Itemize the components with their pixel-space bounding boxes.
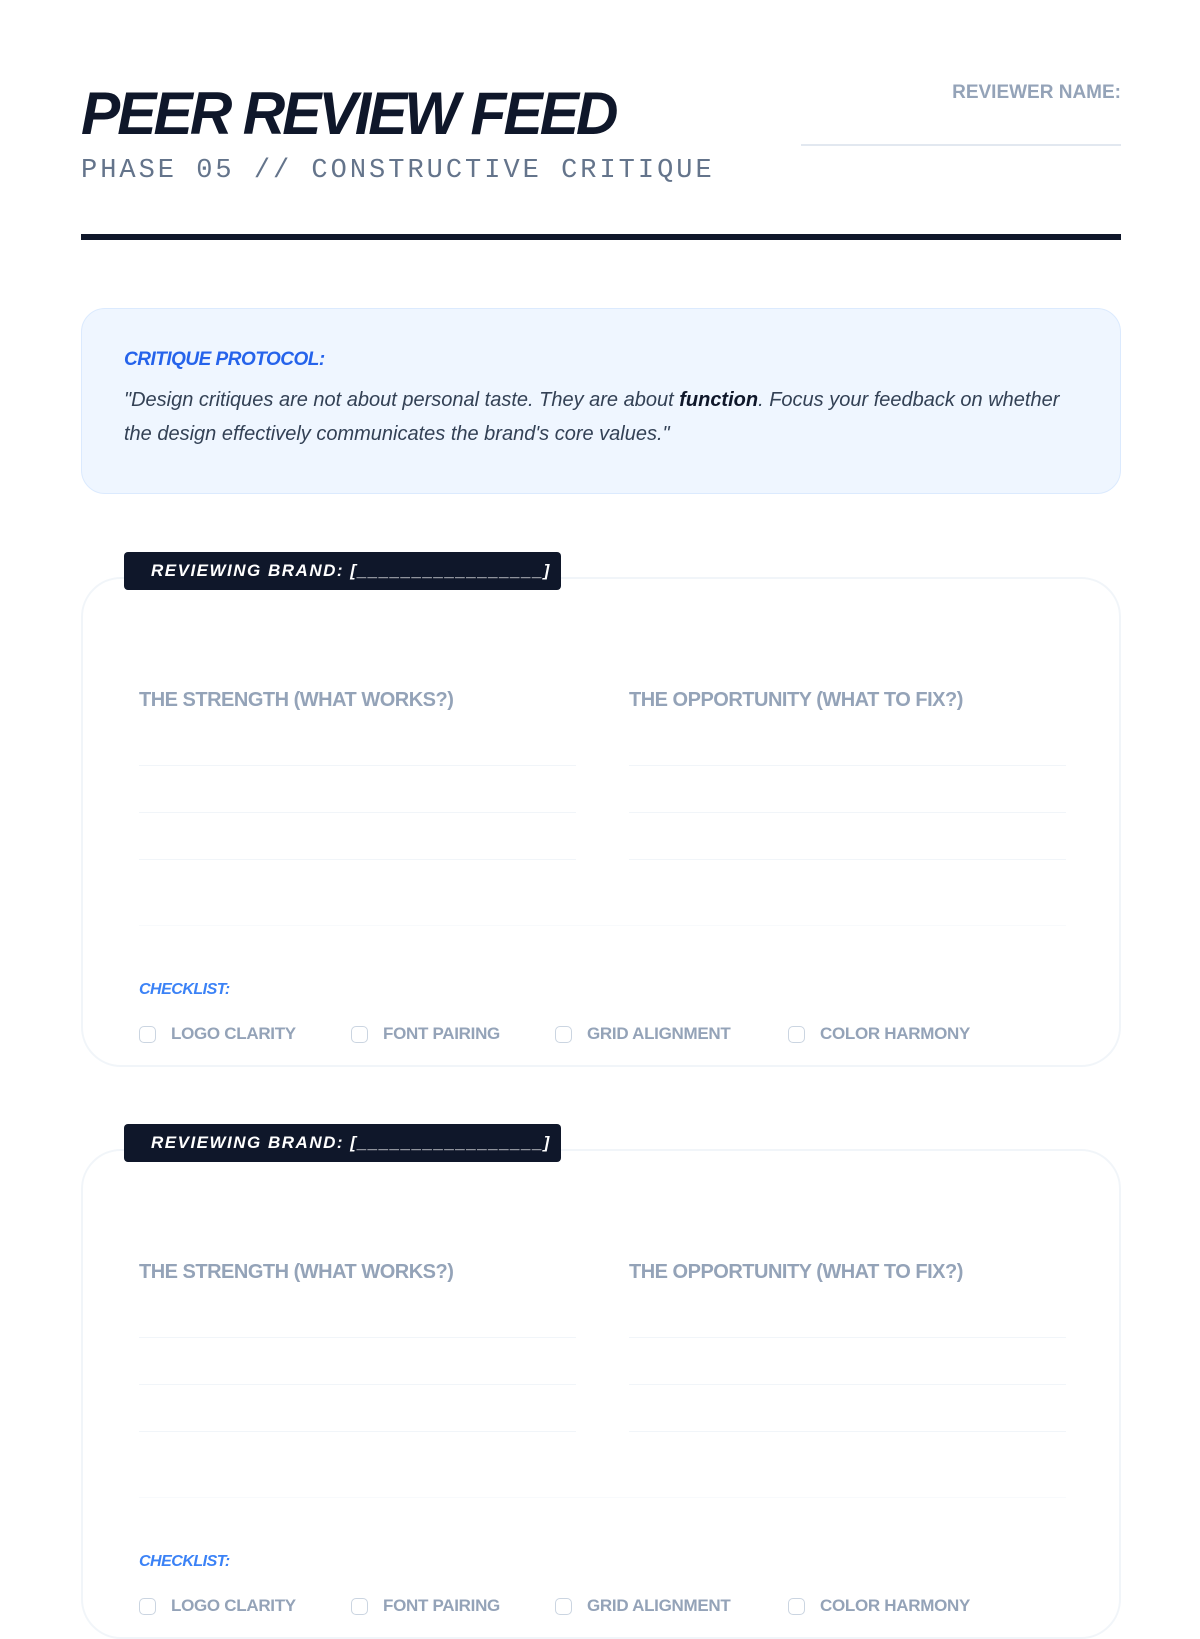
protocol-text-emphasis: function	[679, 389, 759, 411]
opportunity-write-line[interactable]	[629, 1384, 1066, 1385]
checklist-item-label: FONT PAIRING	[383, 1024, 500, 1043]
section-divider	[139, 1497, 1066, 1498]
page-subtitle: PHASE 05 // CONSTRUCTIVE CRITIQUE	[81, 156, 715, 186]
protocol-text-end: . Focus your feedback on whether the design effectively communicates the brand's core values."	[124, 389, 1060, 445]
checklist-item-color-harmony[interactable]	[788, 1595, 970, 1617]
strength-write-line[interactable]	[139, 1337, 576, 1338]
strength-write-line[interactable]	[139, 812, 576, 813]
opportunity-write-line[interactable]	[629, 765, 1066, 766]
checklist-item-logo-clarity[interactable]	[139, 1595, 296, 1617]
checkbox[interactable]	[351, 1026, 368, 1043]
checklist-label: CHECKLIST:	[139, 1553, 230, 1570]
checkbox[interactable]	[788, 1026, 805, 1043]
checklist-item-label: GRID ALIGNMENT	[587, 1024, 731, 1043]
header-divider	[81, 234, 1121, 240]
checkbox[interactable]	[555, 1026, 572, 1043]
review-card-body	[81, 577, 1121, 1067]
opportunity-heading: THE OPPORTUNITY (WHAT TO FIX?)	[629, 689, 963, 711]
reviewer-name-line[interactable]	[801, 144, 1121, 146]
opportunity-column	[629, 1261, 1066, 1295]
checkbox[interactable]	[139, 1598, 156, 1615]
checklist-item-label: GRID ALIGNMENT	[587, 1596, 731, 1615]
strength-heading: THE STRENGTH (WHAT WORKS?)	[139, 689, 454, 711]
strength-write-line[interactable]	[139, 765, 576, 766]
checklist-item-font-pairing[interactable]	[351, 1023, 500, 1045]
checklist-item-grid-alignment[interactable]	[555, 1023, 730, 1045]
reviewer-name-field[interactable]	[801, 82, 1121, 146]
checklist-item-grid-alignment[interactable]	[555, 1595, 730, 1617]
checklist-item-font-pairing[interactable]	[351, 1595, 500, 1617]
checklist-item-label: COLOR HARMONY	[820, 1596, 971, 1615]
checklist-item-label: FONT PAIRING	[383, 1596, 500, 1615]
critique-protocol-box	[81, 308, 1121, 494]
strength-heading: THE STRENGTH (WHAT WORKS?)	[139, 1261, 454, 1283]
opportunity-write-line[interactable]	[629, 812, 1066, 813]
checklist-item-color-harmony[interactable]	[788, 1023, 970, 1045]
checklist-item-label: LOGO CLARITY	[171, 1024, 296, 1043]
strength-write-line[interactable]	[139, 1431, 576, 1432]
reviewing-brand-tag[interactable]: REVIEWING BRAND: [_________________]	[124, 552, 561, 590]
protocol-label: CRITIQUE PROTOCOL:	[124, 349, 325, 370]
reviewer-name-label: REVIEWER NAME:	[952, 82, 1121, 103]
reviewing-brand-tag[interactable]: REVIEWING BRAND: [_________________]	[124, 1124, 561, 1162]
checkbox[interactable]	[555, 1598, 572, 1615]
checklist-item-label: LOGO CLARITY	[171, 1596, 296, 1615]
opportunity-write-line[interactable]	[629, 1337, 1066, 1338]
checkbox[interactable]	[139, 1026, 156, 1043]
page-title: PEER REVIEW FEED	[81, 80, 616, 147]
opportunity-column	[629, 689, 1066, 723]
checklist-item-logo-clarity[interactable]	[139, 1023, 296, 1045]
review-card-body	[81, 1149, 1121, 1639]
protocol-text-start: "Design critiques are not about personal taste. They are about	[124, 389, 680, 411]
protocol-text	[124, 383, 1078, 451]
checkbox[interactable]	[788, 1598, 805, 1615]
opportunity-write-line[interactable]	[629, 1431, 1066, 1432]
checklist-item-label: COLOR HARMONY	[820, 1024, 971, 1043]
strength-column	[139, 689, 576, 723]
checklist-label: CHECKLIST:	[139, 981, 230, 998]
checkbox[interactable]	[351, 1598, 368, 1615]
strength-write-line[interactable]	[139, 859, 576, 860]
section-divider	[139, 925, 1066, 926]
strength-write-line[interactable]	[139, 1384, 576, 1385]
opportunity-write-line[interactable]	[629, 859, 1066, 860]
strength-column	[139, 1261, 576, 1295]
opportunity-heading: THE OPPORTUNITY (WHAT TO FIX?)	[629, 1261, 963, 1283]
